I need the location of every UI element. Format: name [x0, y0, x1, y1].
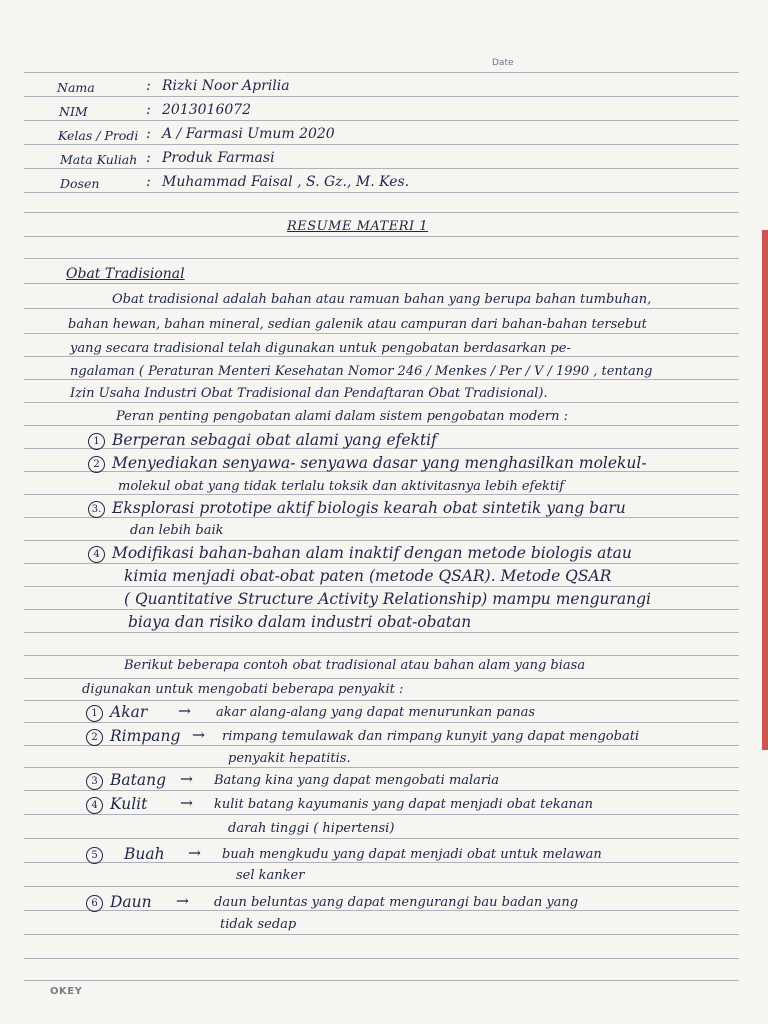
paragraph-line: yang secara tradisional telah digunakan untuk pengobatan berdasarkan pe- — [70, 341, 571, 356]
number-circle: 1 — [86, 705, 103, 722]
example-item — [86, 728, 180, 746]
example-item — [86, 796, 147, 814]
role-item — [88, 432, 437, 450]
value-kelas: A / Farmasi Umum 2020 — [162, 126, 335, 142]
ruled-line — [24, 886, 739, 887]
ruled-line — [24, 540, 739, 541]
ruled-line — [24, 655, 739, 656]
ruled-line — [24, 283, 739, 284]
ruled-line — [24, 586, 739, 587]
example-item — [86, 846, 165, 864]
role-text-cont: molekul obat yang tidak terlalu toksik dan aktivitasnya lebih efektif — [118, 479, 565, 494]
example-text: rimpang temulawak dan rimpang kunyit yang dapat mengobati — [222, 729, 640, 744]
example-part: Daun — [110, 893, 152, 911]
label-matkul: Mata Kuliah — [60, 152, 138, 167]
ruled-line — [24, 838, 739, 839]
examples-intro-line: digunakan untuk mengobati beberapa penyakit : — [82, 682, 404, 697]
ruled-line — [24, 722, 739, 723]
date-label: Date — [492, 58, 514, 68]
sep-kelas: : — [146, 126, 151, 142]
number-circle: 5 — [86, 847, 103, 864]
role-text: Eksplorasi prototipe aktif biologis kearah obat sintetik yang baru — [112, 499, 626, 517]
example-item — [86, 894, 152, 912]
number-circle: 3. — [88, 501, 105, 518]
role-text: Modifikasi bahan-bahan alam inaktif dengan metode biologis atau — [112, 544, 632, 562]
role-text: Menyediakan senyawa- senyawa dasar yang menghasilkan molekul- — [112, 454, 647, 472]
paragraph-line: bahan hewan, bahan mineral, sedian galenik atau campuran dari bahan-bahan tersebut — [68, 317, 647, 332]
example-part: Buah — [124, 845, 165, 863]
red-page-edge — [762, 230, 768, 750]
examples-intro-line: Berikut beberapa contoh obat tradisional atau bahan alam yang biasa — [124, 658, 586, 673]
role-item — [88, 545, 632, 563]
number-circle: 1 — [88, 433, 105, 450]
role-text-cont: ( Quantitative Structure Activity Relationship) mampu mengurangi — [124, 590, 651, 608]
value-nim: 2013016072 — [162, 102, 252, 118]
sep-matkul: : — [146, 150, 151, 166]
example-item — [86, 772, 166, 790]
role-text: Berperan sebagai obat alami yang efektif — [112, 431, 437, 449]
example-part: Akar — [110, 703, 148, 721]
example-item — [86, 704, 147, 722]
sep-nama: : — [146, 78, 151, 94]
paragraph-line: Izin Usaha Industri Obat Tradisional dan Pendaftaran Obat Tradisional). — [70, 386, 548, 401]
example-part: Rimpang — [110, 727, 181, 745]
ruled-line — [24, 96, 739, 97]
ruled-line — [24, 192, 739, 193]
sep-dosen: : — [146, 174, 151, 190]
example-arrow: → — [180, 794, 193, 812]
label-dosen: Dosen — [60, 176, 100, 191]
ruled-line — [24, 814, 739, 815]
ruled-line — [24, 980, 739, 981]
ruled-line — [24, 120, 739, 121]
example-text: daun beluntas yang dapat mengurangi bau badan yang — [214, 895, 579, 910]
section-heading: Obat Tradisional — [66, 266, 185, 282]
paragraph-line: ngalaman ( Peraturan Menteri Kesehatan Nomor 246 / Menkes / Per / V / 1990 , tentang — [70, 364, 653, 379]
role-text-cont: kimia menjadi obat-obat paten (metode QSAR). Metode QSAR — [124, 567, 612, 585]
number-circle: 2 — [86, 729, 103, 746]
example-arrow: → — [188, 844, 201, 862]
ruled-line — [24, 767, 739, 768]
ruled-line — [24, 144, 739, 145]
example-arrow: → — [180, 770, 193, 788]
role-item — [88, 455, 647, 473]
label-kelas: Kelas / Prodi — [58, 128, 139, 143]
label-nim: NIM — [59, 104, 88, 119]
page-title: RESUME MATERI 1 — [287, 219, 429, 234]
roles-intro: Peran penting pengobatan alami dalam sistem pengobatan modern : — [116, 409, 568, 424]
ruled-line — [24, 258, 739, 259]
ruled-line — [24, 934, 739, 935]
ruled-line — [24, 425, 739, 426]
example-arrow: → — [176, 892, 189, 910]
ruled-line — [24, 609, 739, 610]
ruled-line — [24, 333, 739, 334]
value-matkul: Produk Farmasi — [162, 150, 275, 166]
value-nama: Rizki Noor Aprilia — [162, 78, 290, 94]
example-part: Kulit — [110, 795, 148, 813]
value-dosen: Muhammad Faisal , S. Gz., M. Kes. — [162, 174, 410, 190]
example-text: kulit batang kayumanis yang dapat menjadi obat tekanan — [214, 797, 594, 812]
ruled-line — [24, 790, 739, 791]
ruled-line — [24, 958, 739, 959]
ruled-line — [24, 563, 739, 564]
ruled-line — [24, 700, 739, 701]
ruled-line — [24, 212, 739, 213]
ruled-line — [24, 72, 739, 73]
example-text: akar alang-alang yang dapat menurunkan panas — [216, 705, 536, 720]
role-text-cont: dan lebih baik — [130, 523, 224, 538]
number-circle: 4 — [86, 797, 103, 814]
role-item — [88, 500, 626, 518]
example-text-cont: penyakit hepatitis. — [228, 751, 351, 766]
number-circle: 2 — [88, 456, 105, 473]
example-text-cont: darah tinggi ( hipertensi) — [228, 821, 395, 836]
example-text-cont: sel kanker — [236, 868, 305, 883]
ruled-line — [24, 632, 739, 633]
ruled-line — [24, 236, 739, 237]
example-text: buah mengkudu yang dapat menjadi obat untuk melawan — [222, 847, 602, 862]
sep-nim: : — [146, 102, 151, 118]
example-arrow: → — [178, 702, 191, 720]
paragraph-line: Obat tradisional adalah bahan atau ramuan bahan yang berupa bahan tumbuhan, — [112, 292, 652, 307]
role-text-cont: biaya dan risiko dalam industri obat-obatan — [128, 613, 472, 631]
ruled-line — [24, 402, 739, 403]
example-arrow: → — [192, 726, 205, 744]
example-text-cont: tidak sedap — [220, 917, 297, 932]
ruled-line — [24, 678, 739, 679]
notebook-brand-logo: OKEY — [50, 986, 83, 997]
example-text: Batang kina yang dapat mengobati malaria — [214, 773, 500, 788]
ruled-line — [24, 168, 739, 169]
example-part: Batang — [110, 771, 167, 789]
number-circle: 4 — [88, 546, 105, 563]
ruled-line — [24, 308, 739, 309]
label-nama: Nama — [57, 80, 95, 95]
number-circle: 3 — [86, 773, 103, 790]
number-circle: 6 — [86, 895, 103, 912]
